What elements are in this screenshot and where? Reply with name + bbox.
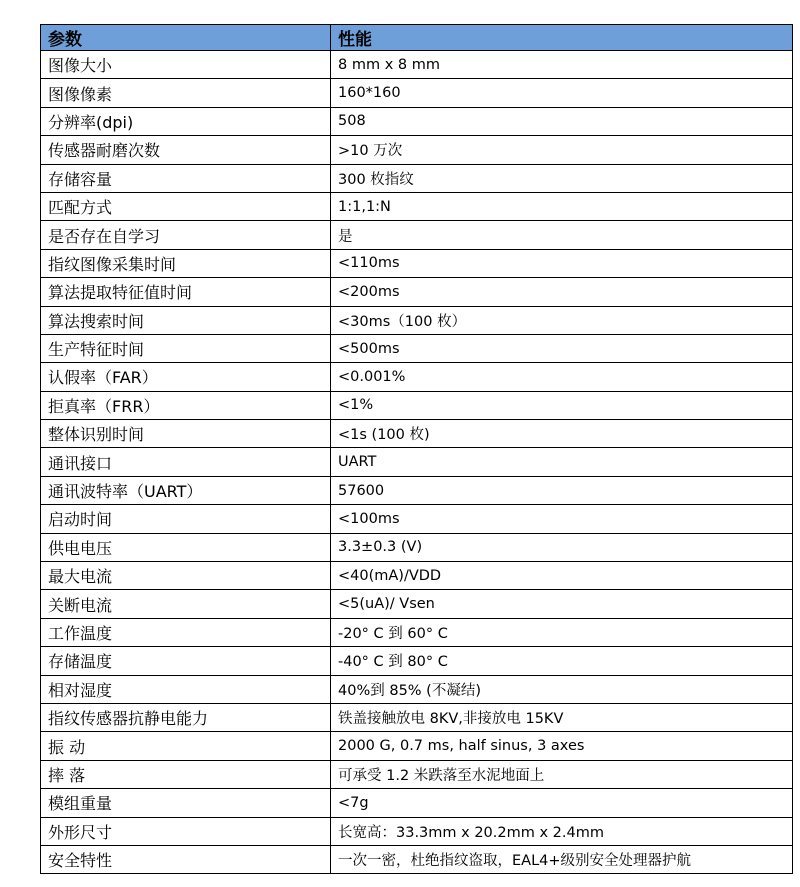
table-row: [41, 249, 793, 277]
table-row: [41, 278, 793, 306]
table-row: [41, 675, 793, 703]
param-value-cell: <0.001%: [331, 363, 793, 391]
param-name-cell: 振 动: [41, 732, 331, 760]
table-row: [41, 817, 793, 845]
param-value-cell: <1s (100 枚): [331, 420, 793, 448]
param-name-cell: 相对湿度: [41, 675, 331, 703]
param-name-cell: 指纹传感器抗静电能力: [41, 703, 331, 731]
param-value-cell: 长宽高：33.3mm x 20.2mm x 2.4mm: [331, 817, 793, 845]
param-name-cell: 关断电流: [41, 590, 331, 618]
param-value-cell: <100ms: [331, 505, 793, 533]
param-value-cell: -20° C 到 60° C: [331, 618, 793, 646]
param-name-cell: 摔 落: [41, 760, 331, 788]
param-name-cell: 通讯接口: [41, 448, 331, 476]
table-row: [41, 618, 793, 646]
param-value-cell: 可承受 1.2 米跌落至水泥地面上: [331, 760, 793, 788]
param-name-cell: 匹配方式: [41, 192, 331, 220]
param-name-cell: 工作温度: [41, 618, 331, 646]
param-name-cell: 传感器耐磨次数: [41, 136, 331, 164]
table-row: [41, 363, 793, 391]
param-value-cell: <40(mA)/VDD: [331, 562, 793, 590]
param-name-cell: 图像像素: [41, 79, 331, 107]
param-name-cell: 分辨率(dpi): [41, 107, 331, 135]
param-name-cell: 生产特征时间: [41, 334, 331, 362]
table-row: [41, 476, 793, 504]
table-row: [41, 221, 793, 249]
param-value-cell: UART: [331, 448, 793, 476]
param-name-cell: 供电电压: [41, 533, 331, 561]
spec-table: [40, 24, 793, 874]
param-name-cell: 启动时间: [41, 505, 331, 533]
table-row: [41, 448, 793, 476]
param-name-cell: 模组重量: [41, 789, 331, 817]
table-row: [41, 562, 793, 590]
param-value-cell: 57600: [331, 476, 793, 504]
table-row: [41, 164, 793, 192]
param-name-cell: 整体识别时间: [41, 420, 331, 448]
table-row: [41, 51, 793, 79]
table-row: [41, 533, 793, 561]
param-value-cell: 铁盖接触放电 8KV,非接放电 15KV: [331, 703, 793, 731]
param-value-cell: 3.3±0.3 (V): [331, 533, 793, 561]
param-name-cell: 通讯波特率（UART）: [41, 476, 331, 504]
param-name-cell: 认假率（FAR）: [41, 363, 331, 391]
param-value-cell: 1:1,1:N: [331, 192, 793, 220]
param-value-cell: <7g: [331, 789, 793, 817]
param-value-cell: 是: [331, 221, 793, 249]
param-name-cell: 图像大小: [41, 51, 331, 79]
table-row: [41, 845, 793, 873]
param-value-cell: 一次一密，杜绝指纹盗取，EAL4+级别安全处理器护航: [331, 845, 793, 873]
param-name-cell: 最大电流: [41, 562, 331, 590]
param-name-cell: 拒真率（FRR）: [41, 391, 331, 419]
param-name-cell: 是否存在自学习: [41, 221, 331, 249]
table-row: [41, 391, 793, 419]
header-param: 参数: [41, 25, 331, 51]
table-row: [41, 420, 793, 448]
table-row: [41, 505, 793, 533]
table-row: [41, 760, 793, 788]
param-name-cell: 安全特性: [41, 845, 331, 873]
table-row: [41, 647, 793, 675]
param-name-cell: 算法搜索时间: [41, 306, 331, 334]
table-row: [41, 789, 793, 817]
param-value-cell: 160*160: [331, 79, 793, 107]
param-value-cell: 8 mm x 8 mm: [331, 51, 793, 79]
header-performance: 性能: [331, 25, 793, 51]
param-value-cell: <1%: [331, 391, 793, 419]
param-value-cell: >10 万次: [331, 136, 793, 164]
table-row: [41, 732, 793, 760]
param-value-cell: <500ms: [331, 334, 793, 362]
param-value-cell: <5(uA)/ Vsen: [331, 590, 793, 618]
table-header-row: [41, 25, 793, 51]
table-row: [41, 590, 793, 618]
table-row: [41, 306, 793, 334]
table-row: [41, 136, 793, 164]
param-value-cell: <30ms（100 枚）: [331, 306, 793, 334]
param-name-cell: 存储容量: [41, 164, 331, 192]
param-value-cell: 508: [331, 107, 793, 135]
param-value-cell: 40%到 85% (不凝结): [331, 675, 793, 703]
table-row: [41, 334, 793, 362]
param-value-cell: <200ms: [331, 278, 793, 306]
param-value-cell: <110ms: [331, 249, 793, 277]
table-row: [41, 703, 793, 731]
param-name-cell: 算法提取特征值时间: [41, 278, 331, 306]
table-body: [41, 51, 793, 874]
table-row: [41, 79, 793, 107]
param-value-cell: 2000 G, 0.7 ms, half sinus, 3 axes: [331, 732, 793, 760]
param-name-cell: 存储温度: [41, 647, 331, 675]
param-value-cell: -40° C 到 80° C: [331, 647, 793, 675]
param-name-cell: 外形尺寸: [41, 817, 331, 845]
param-name-cell: 指纹图像采集时间: [41, 249, 331, 277]
param-value-cell: 300 枚指纹: [331, 164, 793, 192]
table-row: [41, 192, 793, 220]
table-row: [41, 107, 793, 135]
